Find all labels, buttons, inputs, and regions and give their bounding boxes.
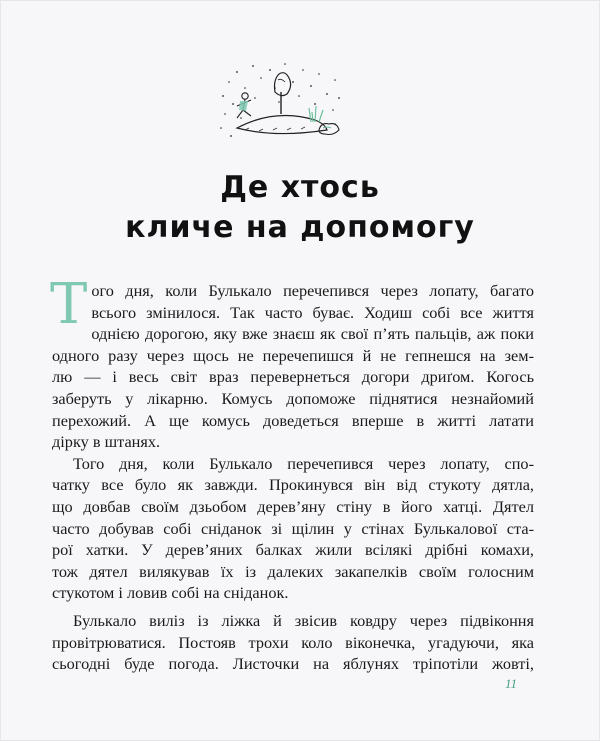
paragraph-line: сьогодні буде погода. Листочки на яблунях тріпотіли жовті, bbox=[52, 654, 534, 674]
paragraph-line: тож дятел вилякував їх із далеких закапелків своїм голосним bbox=[52, 561, 534, 581]
chapter-body-text bbox=[50, 272, 534, 675]
paragraph-line: однією дорогою, яку вже знаєш як свої п’ять пальців, аж поки bbox=[91, 324, 534, 344]
paragraph-line: ого дня, коли Булькало перечепився через лопату, багато bbox=[91, 281, 534, 300]
page-number: 11 bbox=[505, 676, 518, 691]
paragraph-line: одного разу через щось не перечепишся й не гепнешся на зем- bbox=[52, 345, 534, 365]
paragraph-1 bbox=[50, 272, 534, 453]
paragraph-line: всього змінилося. Так часто буває. Ходиш собі все життя bbox=[91, 302, 534, 322]
paragraph-line: що довбав своїм дзьобом дерев’яну стіну в його хатці. Дятел bbox=[52, 496, 534, 516]
chapter-vignette-illustration bbox=[215, 58, 345, 148]
paragraph-line: заберуть у лікарню. Комусь допоможе піднятися незнайомий bbox=[52, 388, 534, 408]
drop-cap-letter: Т bbox=[50, 272, 88, 337]
chapter-title-line-2: кличе на допомогу bbox=[125, 210, 475, 245]
paragraph-line: часто добував собі сніданок зі щілин у стінах Булькалової ста- bbox=[52, 518, 534, 538]
paragraph-line: перехожий. А ще комусь доведеться вперше в житті латати bbox=[52, 410, 534, 430]
paragraph-2 bbox=[52, 453, 534, 604]
paragraph-line: дірку в штанях. bbox=[52, 432, 161, 452]
paragraph-line: стукотом і ловив собі на сніданок. bbox=[52, 583, 289, 603]
paragraph-line: Булькало виліз із ліжка й звісив ковдру через підвіконня bbox=[73, 610, 534, 630]
paragraph-line: провітрюватися. Постояв трохи коло віконечка, угадуючи, яка bbox=[52, 632, 534, 652]
chapter-title-line-1: Де хтось bbox=[220, 170, 380, 205]
paragraph-line: лю — і весь світ враз перевернеться догори дриґом. Когось bbox=[52, 367, 534, 387]
paragraph-3 bbox=[52, 610, 534, 675]
paragraph-line: Того дня, коли Булькало перечепився через лопату, спо- bbox=[73, 453, 534, 473]
paragraph-line: рої хатки. У дерев’яних балках жили всілякі дрібні комахи, bbox=[52, 540, 534, 560]
paragraph-line: чатку все було як завжди. Прокинувся він від стукоту дятла, bbox=[52, 475, 534, 495]
